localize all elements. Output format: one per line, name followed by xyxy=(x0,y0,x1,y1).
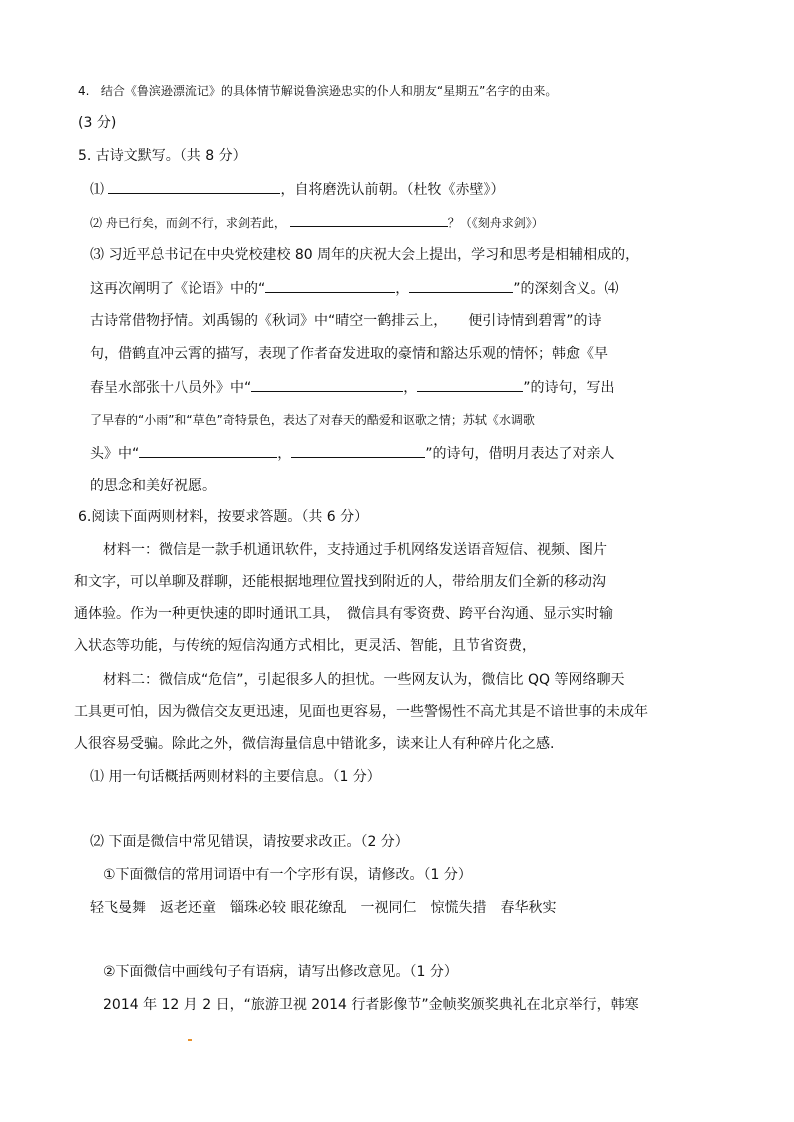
q5-item-4-line-6: 的思念和美好祝愿。 xyxy=(90,478,216,494)
q5-item-3-line-2: 这再次阐明了《论语》中的“ ， ”的深刻含义。⑷ xyxy=(90,278,619,299)
q5-item-2: ⑵ 舟已行矣，而剑不行，求剑若此， ？（《刻舟求剑》） xyxy=(90,212,544,233)
q6-part-2a: ①下面微信的常用词语中有一个字形有误，请修改。（1 分） xyxy=(103,867,472,883)
question-4-text: 结合《鲁滨逊漂流记》的具体情节解说鲁滨逊忠实的仆人和朋友“星期五”名字的由来。 xyxy=(100,84,558,98)
material-1-line-3: 通体验。作为一种更快速的即时通讯工具， 微信具有零资费、跨平台沟通、显示实时输 xyxy=(74,606,613,622)
answer-blank[interactable] xyxy=(108,179,280,194)
answer-blank[interactable] xyxy=(290,212,448,227)
question-4-number: 4. xyxy=(78,84,90,98)
q6-part-2: ⑵ 下面是微信中常见错误，请按要求改正。（2 分） xyxy=(90,834,409,850)
question-4-score: (3 分) xyxy=(78,115,117,131)
answer-blank[interactable] xyxy=(265,278,395,293)
q5-item-1: ⑴ ，自将磨洗认前朝。（杜牧《赤壁》） xyxy=(90,179,504,200)
q5-item-4-line-4: 了早春的“小雨”和“草色”奇特景色，表达了对春天的酷爱和讴歌之情；苏轼《水调歌 xyxy=(90,413,535,427)
q5-item-4-line-5: 头》中“ ， ”的诗句，借明月表达了对亲人 xyxy=(90,443,615,464)
news-sentence: 2014 年 12 月 2 日，“旅游卫视 2014 行者影像节”金帧奖颁奖典礼在北京举行，韩寒 xyxy=(103,997,639,1013)
answer-blank[interactable] xyxy=(409,278,513,293)
material-2-line-3: 人很容易受骗。除此之外，微信海量信息中错讹多，读来让人有种碎片化之感. xyxy=(74,736,555,752)
q5-item-4-line-2: 句，借鹤直冲云霄的描写，表现了作者奋发进取的豪情和豁达乐观的情怀；韩愈《早 xyxy=(90,346,608,362)
q6-part-2b: ②下面微信中画线句子有语病，请写出修改意见。（1 分） xyxy=(103,964,458,980)
stray-mark xyxy=(188,1039,192,1041)
q5-item-4-line-1: 古诗常借物抒情。刘禹锡的《秋词》中“晴空一鹤排云上， 便引诗情到碧霄”的诗 xyxy=(90,313,602,329)
answer-blank[interactable] xyxy=(417,377,523,392)
question-6-title: 6.阅读下面两则材料，按要求答题。（共 6 分） xyxy=(78,509,369,525)
q5-item-4-line-3: 春呈水部张十八员外》中“ ， ”的诗句，写出 xyxy=(90,377,615,398)
material-1-line-1: 材料一：微信是一款手机通讯软件，支持通过手机网络发送语音短信、视频、图片 xyxy=(103,542,607,558)
material-1-line-4: 入状态等功能，与传统的短信沟通方式相比，更灵活、智能，且节省资费， xyxy=(74,638,536,654)
question-4 xyxy=(78,81,557,101)
answer-blank[interactable] xyxy=(139,443,277,458)
material-1-line-2: 和文字，可以单聊及群聊，还能根据地理位置找到附近的人，带给朋友们全新的移动沟 xyxy=(74,574,606,590)
answer-blank[interactable] xyxy=(251,377,403,392)
answer-blank[interactable] xyxy=(291,443,425,458)
material-2-line-1: 材料二：微信成“危信”，引起很多人的担忧。一些网友认为，微信比 QQ 等网络聊天 xyxy=(103,672,625,688)
question-5-title: 5. 古诗文默写。（共 8 分） xyxy=(78,148,247,164)
q6-part-1: ⑴ 用一句话概括两则材料的主要信息。（1 分） xyxy=(90,769,381,785)
material-2-line-2: 工具更可怕，因为微信交友更迅速，见面也更容易，一些警惕性不高尤其是不谙世事的未成年 xyxy=(74,704,648,720)
q5-item-3-line-1: ⑶ 习近平总书记在中央党校建校 80 周年的庆祝大会上提出，学习和思考是相辅相成的， xyxy=(90,247,640,263)
word-list: 轻飞曼舞 返老还童 锱珠必较 眼花缭乱 一视同仁 惊慌失措 春华秋实 xyxy=(90,900,557,916)
